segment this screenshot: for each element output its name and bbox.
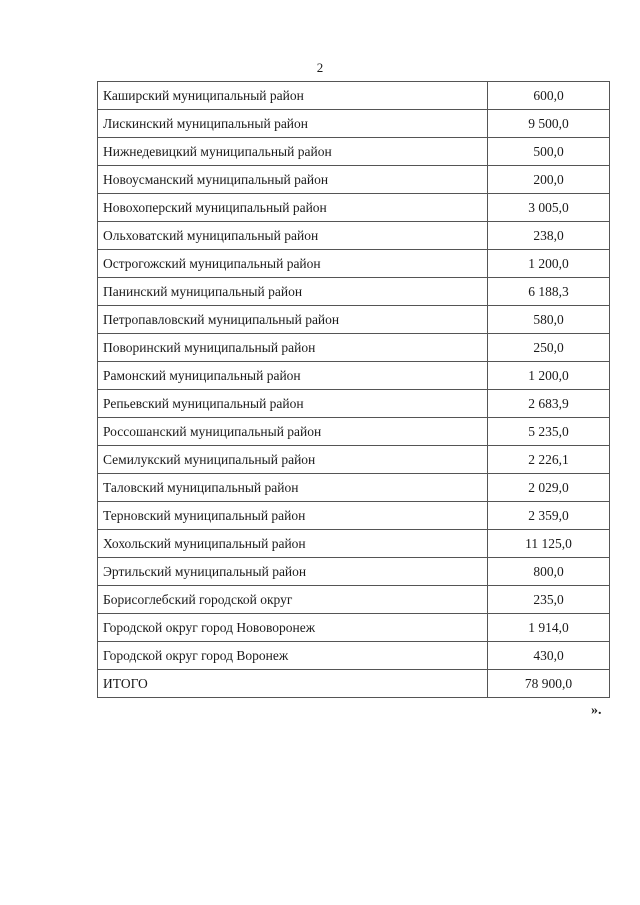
amount-cell: 2 683,9: [488, 390, 610, 418]
amount-cell: 1 200,0: [488, 362, 610, 390]
district-name-cell: Эртильский муниципальный район: [98, 558, 488, 586]
closing-quote-mark: ».: [591, 703, 602, 718]
district-name-cell: Семилукский муниципальный район: [98, 446, 488, 474]
district-name-cell: Терновский муниципальный район: [98, 502, 488, 530]
table-row: [98, 586, 610, 614]
amount-cell: 238,0: [488, 222, 610, 250]
page-number: 2: [316, 60, 324, 75]
table-row: [98, 194, 610, 222]
district-name-cell: Поворинский муниципальный район: [98, 334, 488, 362]
district-name-cell: Нижнедевицкий муниципальный район: [98, 138, 488, 166]
amount-cell: 2 359,0: [488, 502, 610, 530]
amount-cell: 500,0: [488, 138, 610, 166]
table-row: [98, 362, 610, 390]
district-name-cell: Ольховатский муниципальный район: [98, 222, 488, 250]
amount-cell: 235,0: [488, 586, 610, 614]
table-row: [98, 558, 610, 586]
district-name-cell: Новохоперский муниципальный район: [98, 194, 488, 222]
district-name-cell: Городской округ город Воронеж: [98, 642, 488, 670]
table-row: [98, 418, 610, 446]
amount-cell: 2 226,1: [488, 446, 610, 474]
table-row: [98, 642, 610, 670]
amount-cell: 430,0: [488, 642, 610, 670]
total-amount: 78 900,0: [488, 670, 610, 698]
amount-cell: 800,0: [488, 558, 610, 586]
table-row: [98, 166, 610, 194]
table-row: [98, 250, 610, 278]
amount-cell: 6 188,3: [488, 278, 610, 306]
amount-cell: 3 005,0: [488, 194, 610, 222]
amount-cell: 2 029,0: [488, 474, 610, 502]
table-row: [98, 530, 610, 558]
amount-cell: 600,0: [488, 82, 610, 110]
district-name-cell: Панинский муниципальный район: [98, 278, 488, 306]
table-body: [98, 82, 610, 698]
table-row: [98, 334, 610, 362]
amount-cell: 11 125,0: [488, 530, 610, 558]
district-name-cell: Каширский муниципальный район: [98, 82, 488, 110]
table-row: [98, 446, 610, 474]
amount-cell: 1 914,0: [488, 614, 610, 642]
amount-cell: 580,0: [488, 306, 610, 334]
total-label: ИТОГО: [98, 670, 488, 698]
district-name-cell: Новоусманский муниципальный район: [98, 166, 488, 194]
table-row: [98, 474, 610, 502]
district-name-cell: Рамонский муниципальный район: [98, 362, 488, 390]
table-row: [98, 390, 610, 418]
district-name-cell: Петропавловский муниципальный район: [98, 306, 488, 334]
amount-cell: 200,0: [488, 166, 610, 194]
amount-cell: 1 200,0: [488, 250, 610, 278]
table-row: [98, 222, 610, 250]
table-row: [98, 138, 610, 166]
district-name-cell: Россошанский муниципальный район: [98, 418, 488, 446]
district-name-cell: Репьевский муниципальный район: [98, 390, 488, 418]
table-row: [98, 110, 610, 138]
total-row: [98, 670, 610, 698]
table-row: [98, 502, 610, 530]
district-name-cell: Острогожский муниципальный район: [98, 250, 488, 278]
amount-cell: 5 235,0: [488, 418, 610, 446]
district-name-cell: Лискинский муниципальный район: [98, 110, 488, 138]
allocation-table: [97, 81, 610, 698]
district-name-cell: Борисоглебский городской округ: [98, 586, 488, 614]
amount-cell: 250,0: [488, 334, 610, 362]
table-row: [98, 614, 610, 642]
district-name-cell: Таловский муниципальный район: [98, 474, 488, 502]
table-row: [98, 82, 610, 110]
amount-cell: 9 500,0: [488, 110, 610, 138]
table-row: [98, 306, 610, 334]
district-name-cell: Хохольский муниципальный район: [98, 530, 488, 558]
table-row: [98, 278, 610, 306]
district-name-cell: Городской округ город Нововоронеж: [98, 614, 488, 642]
